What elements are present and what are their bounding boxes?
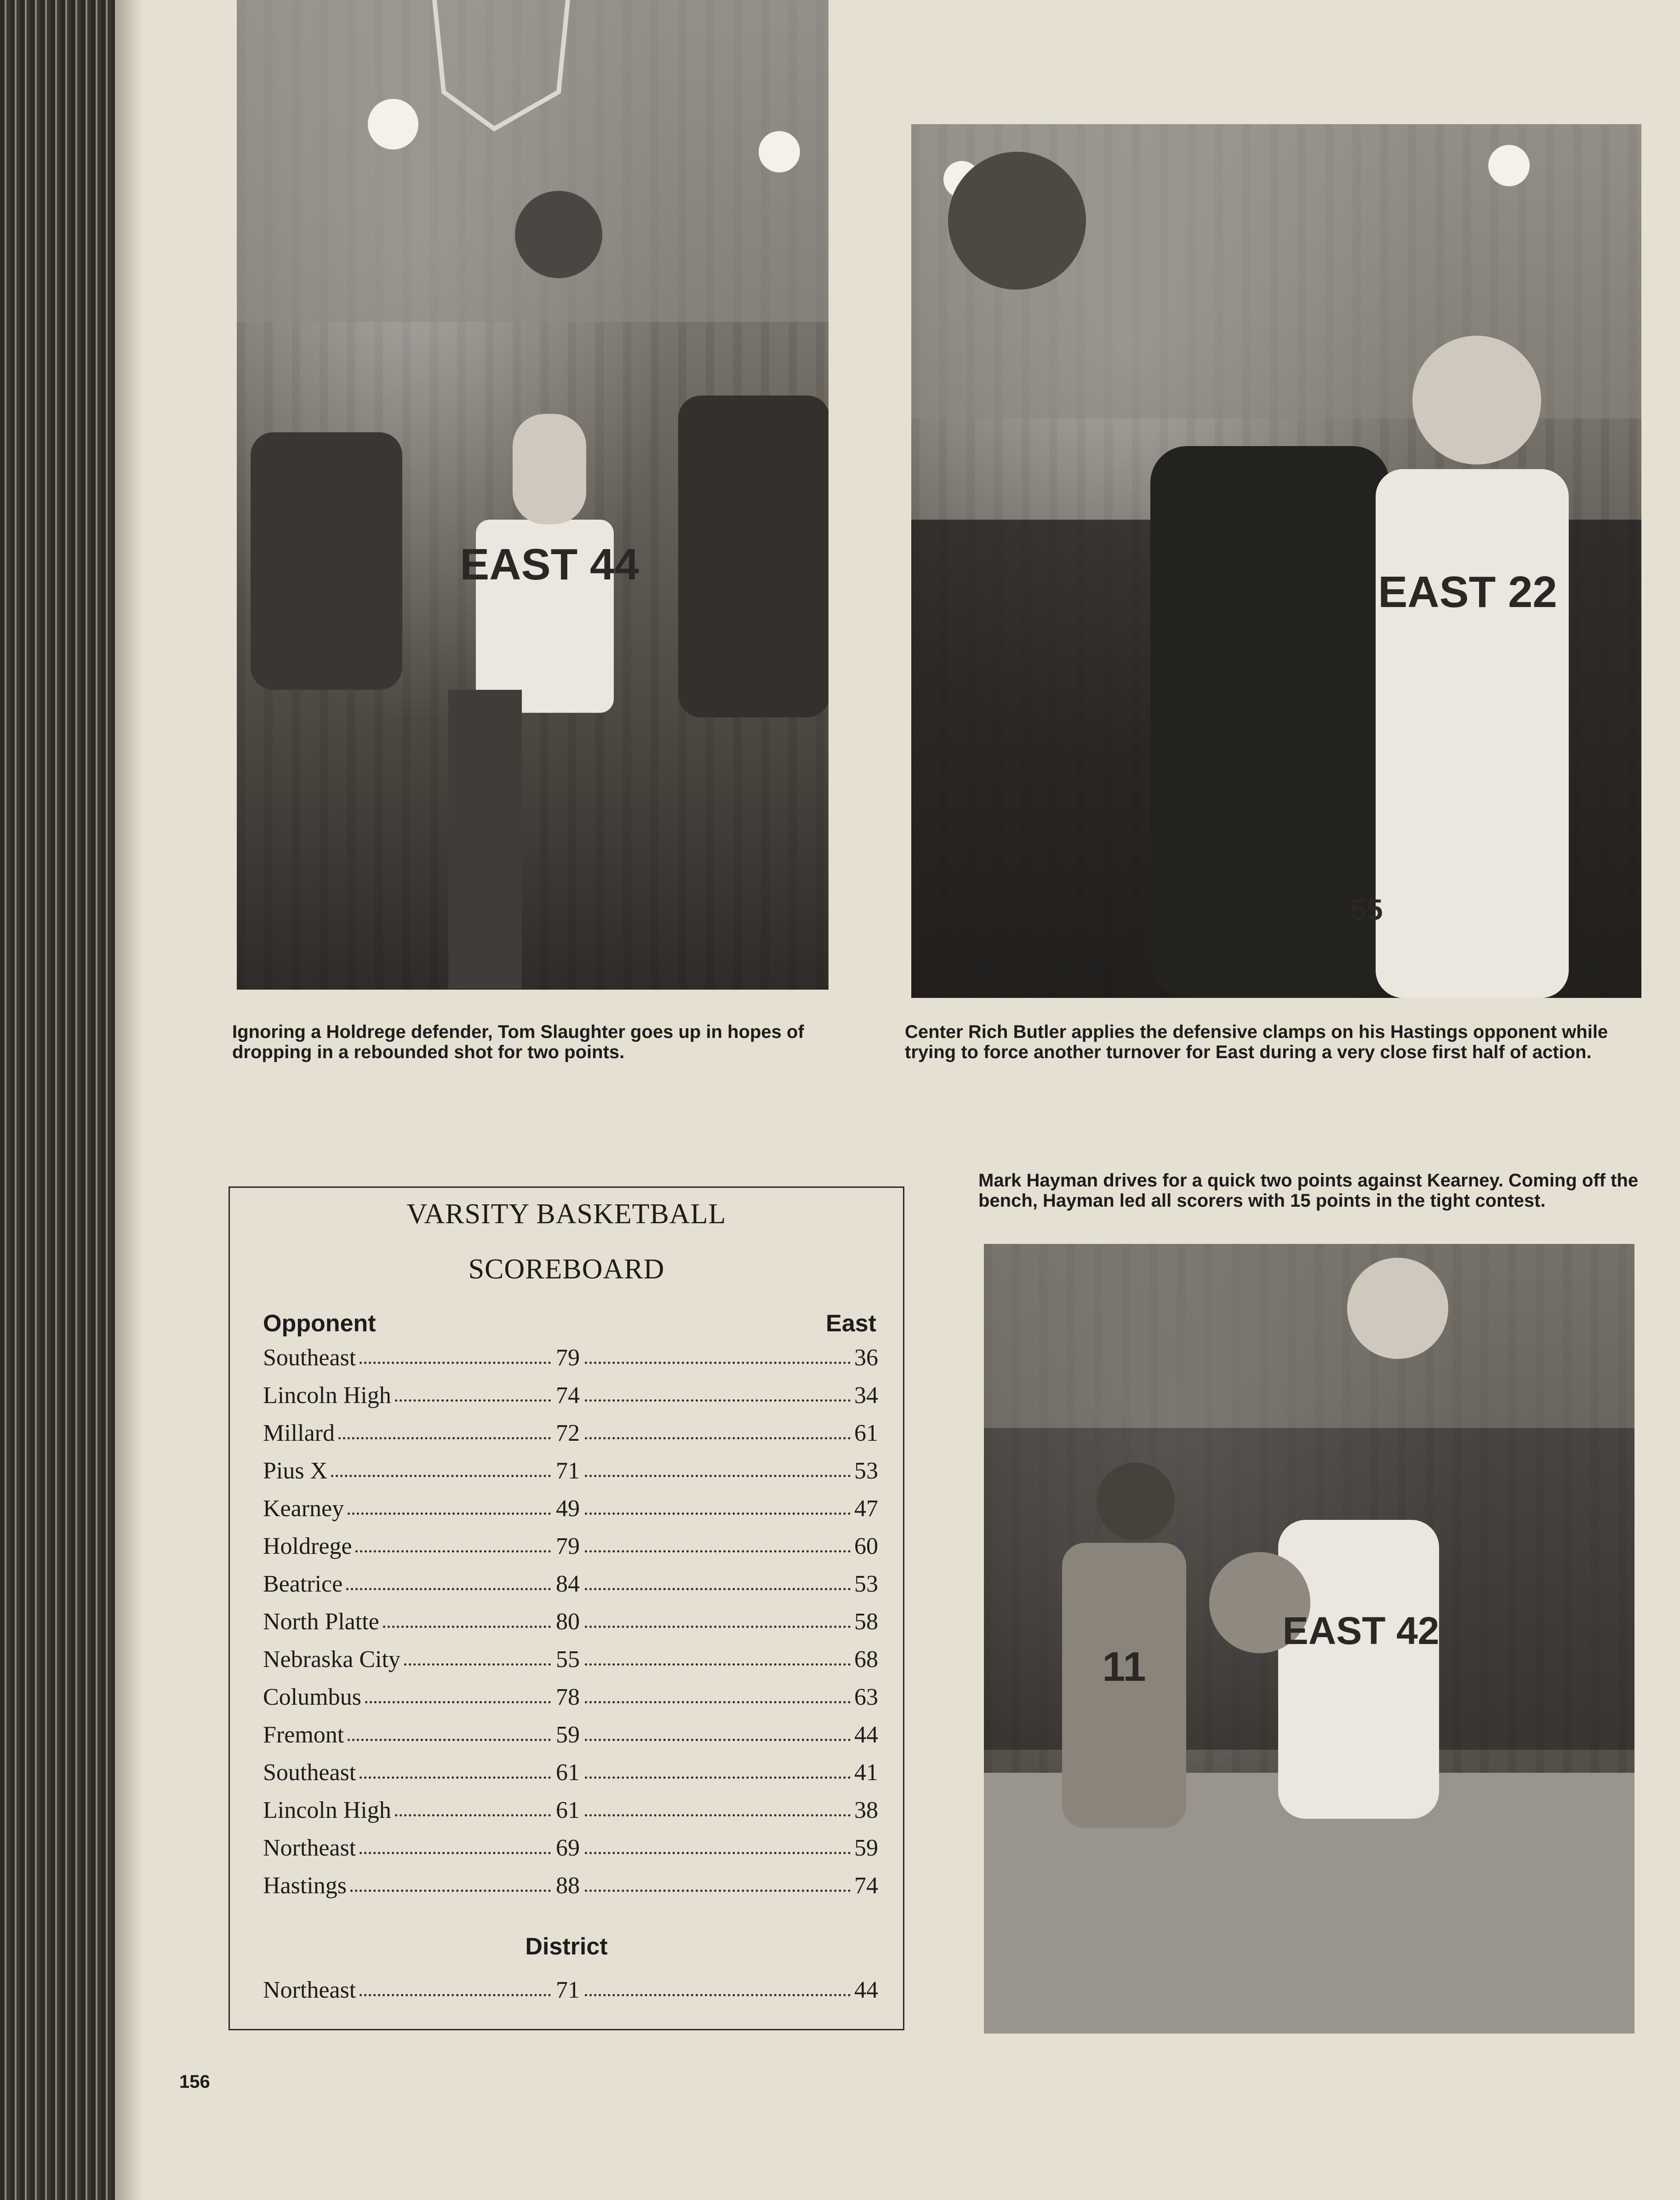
column-header-east: East: [826, 1310, 876, 1337]
opponent-score: 74: [556, 1382, 580, 1409]
scoreboard-row: [263, 1759, 878, 1797]
scoreboard-row: [263, 1721, 878, 1759]
opponent-score: 84: [556, 1571, 580, 1597]
dot-leader: [346, 1588, 551, 1590]
page-gutter-shadow: [115, 0, 143, 2200]
opponent-name: Hastings: [263, 1873, 347, 1899]
opponent-score: 79: [556, 1345, 580, 1371]
dot-leader: [585, 1814, 851, 1816]
dot-leader: [355, 1550, 551, 1553]
dot-leader: [585, 1776, 851, 1779]
dot-leader: [350, 1890, 551, 1892]
scoreboard-title: VARSITY BASKETBALL: [406, 1198, 726, 1230]
opponent-name: Nebraska City: [263, 1646, 400, 1673]
opponent-name: Pius X: [263, 1458, 328, 1484]
dot-leader: [585, 1626, 851, 1628]
east-score: 63: [854, 1684, 878, 1710]
opponent-score: 59: [556, 1722, 580, 1748]
district-heading: District: [525, 1933, 608, 1960]
dot-leader: [348, 1512, 551, 1515]
dot-leader: [365, 1701, 551, 1703]
east-score: 58: [854, 1609, 878, 1635]
jersey-text-22: EAST 22: [1378, 567, 1557, 617]
opponent-score: 49: [556, 1495, 580, 1522]
photo-mark-hayman-illustration: [984, 1244, 1634, 2034]
scoreboard-row: [263, 1495, 878, 1533]
east-score: 60: [854, 1533, 878, 1559]
dot-leader: [348, 1739, 551, 1741]
opponent-name: North Platte: [263, 1609, 379, 1635]
dot-leader: [404, 1663, 551, 1666]
photo-mark-hayman: [984, 1244, 1634, 2034]
page-number: 156: [179, 2072, 210, 2092]
dot-leader: [360, 1994, 551, 1996]
opponent-name: Beatrice: [263, 1571, 343, 1597]
dot-leader: [585, 1890, 851, 1892]
east-score: 41: [854, 1759, 878, 1786]
jersey-text-44: EAST 44: [460, 540, 639, 589]
scoreboard-row: [263, 1457, 878, 1495]
east-score: 44: [854, 1722, 878, 1748]
dot-leader: [585, 1437, 851, 1439]
scoreboard-row: [263, 1420, 878, 1457]
dot-leader: [395, 1399, 551, 1402]
jersey-text-55: 55: [1350, 893, 1383, 926]
scoreboard-row: [263, 1344, 878, 1382]
scoreboard-row: [263, 1797, 878, 1834]
east-score: 36: [854, 1345, 878, 1371]
opponent-score: 69: [556, 1835, 580, 1861]
opponent-name: Lincoln High: [263, 1797, 391, 1823]
opponent-score: 71: [556, 1977, 580, 2003]
opponent-name: Southeast: [263, 1759, 356, 1786]
jersey-text-11: 11: [1102, 1644, 1146, 1690]
photo-rich-butler: [911, 124, 1641, 998]
dot-leader: [585, 1701, 851, 1703]
dot-leader: [395, 1814, 551, 1816]
scoreboard-row: [263, 1646, 878, 1684]
opponent-name: Northeast: [263, 1835, 356, 1861]
dot-leader: [585, 1994, 851, 1996]
caption-rich-butler: Center Rich Butler applies the defensive clamps on his Hastings opponent while trying to force another turnover for East during a very close first half of action.: [905, 1022, 1608, 1062]
east-score: 68: [854, 1646, 878, 1673]
scoreboard-box: [229, 1186, 904, 2030]
photo-rich-butler-illustration: [911, 124, 1641, 998]
dot-leader: [585, 1362, 851, 1364]
opponent-name: Holdrege: [263, 1533, 352, 1559]
opponent-name: Kearney: [263, 1495, 344, 1522]
dot-leader: [338, 1437, 551, 1439]
dot-leader: [585, 1588, 851, 1590]
photo-tom-slaughter: [237, 0, 829, 990]
dot-leader: [585, 1475, 851, 1477]
east-score: 53: [854, 1571, 878, 1597]
scoreboard-row: [263, 1570, 878, 1608]
opponent-score: 71: [556, 1458, 580, 1484]
opponent-score: 88: [556, 1873, 580, 1899]
dot-leader: [585, 1739, 851, 1741]
opponent-name: Fremont: [263, 1722, 344, 1748]
opponent-score: 79: [556, 1533, 580, 1559]
dot-leader: [383, 1626, 551, 1628]
dot-leader: [585, 1663, 851, 1666]
caption-mark-hayman: Mark Hayman drives for a quick two points against Kearney. Coming off the bench, Hayman led all scorers with 15 points in the tight contest.: [978, 1170, 1639, 1211]
opponent-name: Lincoln High: [263, 1382, 391, 1409]
opponent-score: 78: [556, 1684, 580, 1710]
opponent-score: 61: [556, 1759, 580, 1786]
scoreboard-row: [263, 1382, 878, 1420]
dot-leader: [585, 1399, 851, 1402]
east-score: 34: [854, 1382, 878, 1409]
opponent-name: Southeast: [263, 1345, 356, 1371]
scoreboard-row: [263, 1684, 878, 1721]
opponent-score: 55: [556, 1646, 580, 1673]
dot-leader: [360, 1852, 551, 1854]
column-header-opponent: Opponent: [263, 1310, 376, 1337]
opponent-name: Millard: [263, 1420, 335, 1446]
scoreboard-subtitle: SCOREBOARD: [468, 1254, 665, 1285]
opponent-score: 61: [556, 1797, 580, 1823]
dot-leader: [585, 1550, 851, 1553]
opponent-name: Northeast: [263, 1977, 356, 2003]
scoreboard-row: [263, 1608, 878, 1646]
scoreboard-row: [263, 1834, 878, 1872]
photo-tom-slaughter-illustration: [237, 0, 829, 990]
book-spine-edge: [0, 0, 115, 2200]
dot-leader: [331, 1475, 551, 1477]
jersey-text-42: EAST 42: [1282, 1609, 1440, 1652]
scoreboard-row: [263, 1977, 878, 2014]
east-score: 61: [854, 1420, 878, 1446]
east-score: 74: [854, 1873, 878, 1899]
opponent-score: 80: [556, 1609, 580, 1635]
east-score: 53: [854, 1458, 878, 1484]
dot-leader: [360, 1362, 551, 1364]
east-score: 47: [854, 1495, 878, 1522]
scoreboard-row: [263, 1872, 878, 1910]
scoreboard-row: [263, 1533, 878, 1570]
east-score: 59: [854, 1835, 878, 1861]
dot-leader: [360, 1776, 551, 1779]
opponent-name: Columbus: [263, 1684, 361, 1710]
dot-leader: [585, 1512, 851, 1515]
opponent-score: 72: [556, 1420, 580, 1446]
east-score: 44: [854, 1977, 878, 2003]
east-score: 38: [854, 1797, 878, 1823]
dot-leader: [585, 1852, 851, 1854]
caption-tom-slaughter: Ignoring a Holdrege defender, Tom Slaughter goes up in hopes of dropping in a rebounded shot for two points.: [232, 1022, 804, 1062]
